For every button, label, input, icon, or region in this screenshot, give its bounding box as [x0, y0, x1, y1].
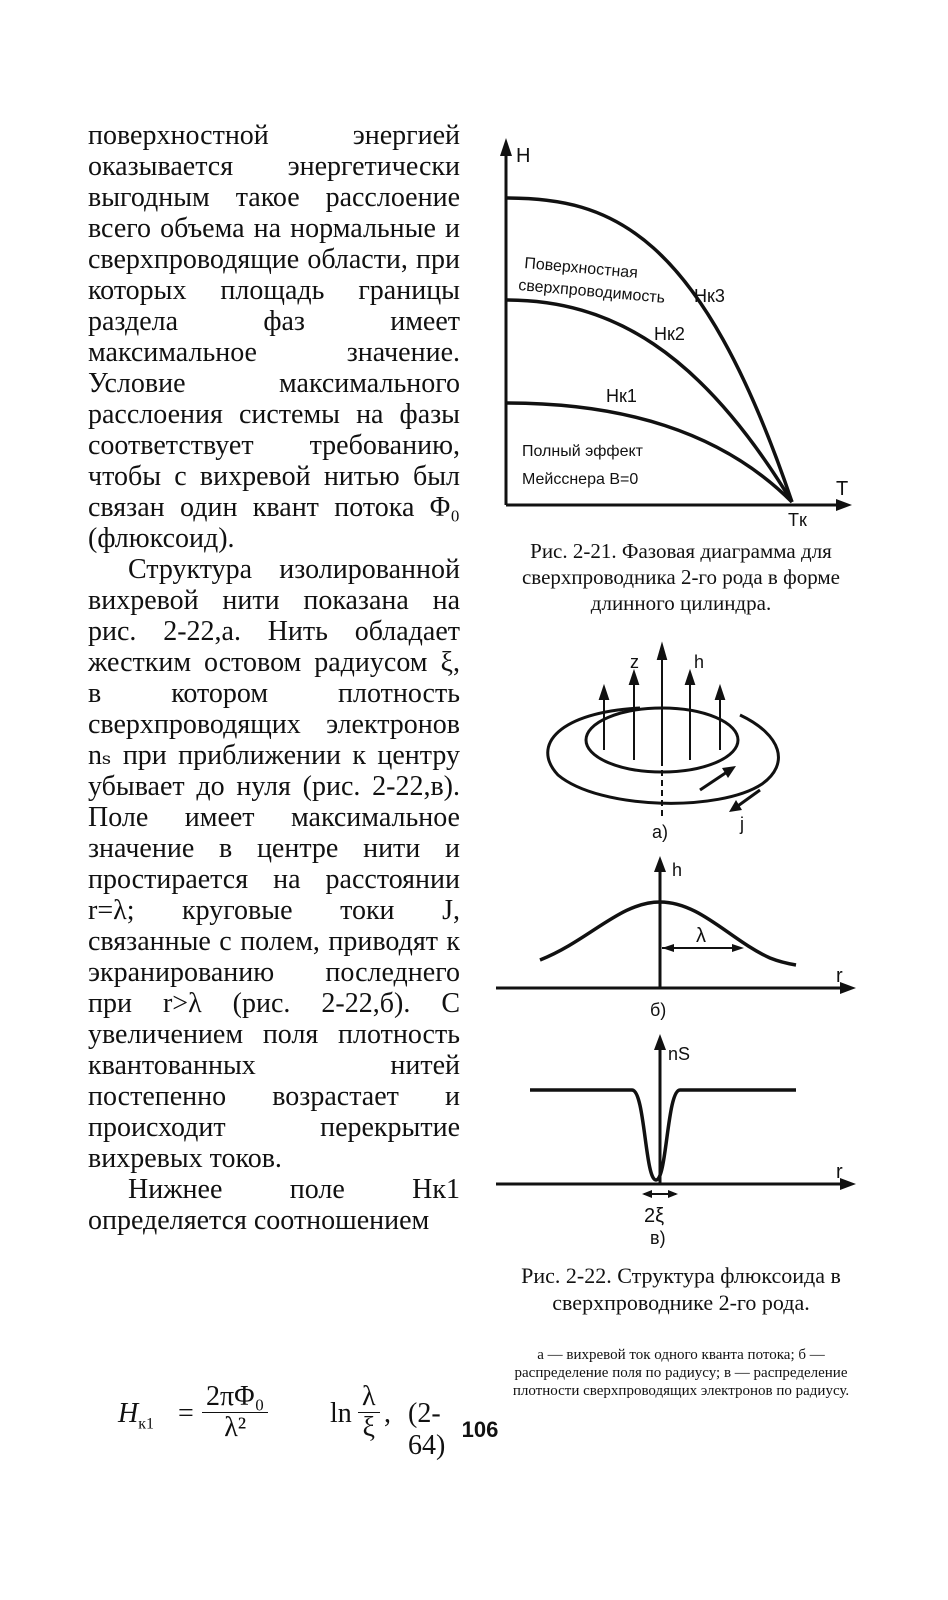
figure-2-22-a	[548, 645, 779, 842]
paragraph-2: Структура изолированной вихревой нити показана на рис. 2-22,а. Нить обладает жестким остовом радиусом ξ, в котором плотность сверхпроводящих электронов nₛ при приближении к центру убывает до нуля (рис. 2-22,в). Поле имеет максимальное значение в центре нити и простирается на расстоянии r=λ; круговые токи J, связанные с полем, приводят к экранированию последнего при r>λ (рис. 2-22,б). С увеличением поля плотность квантованных нитей постепенно возрастает и происходит перекрытие вихревых токов.	[88, 554, 460, 1174]
label-ns: nS	[668, 1044, 691, 1064]
label-r-b: r	[836, 965, 843, 987]
caption-b: б)	[650, 1000, 667, 1020]
circulating-current	[548, 708, 779, 803]
current-arrowhead-inner	[722, 766, 736, 778]
figure-2-22-legend: а — вихревой ток одного кванта потока; б — распределение поля по радиусу; в — распределение плотности сверхпроводящих электронов по радиусу.	[512, 1347, 850, 1399]
region-label-surface-2: сверхпроводимость	[517, 277, 666, 307]
label-r-c: r	[836, 1161, 843, 1183]
label-h-b: h	[672, 860, 683, 880]
tk-label: Tк	[788, 510, 807, 530]
ns-axis-c-arrow	[654, 1034, 666, 1050]
formula-lhs-subscript: к1	[138, 1415, 155, 1433]
formula-lhs: $H_{к1}$	[118, 1398, 155, 1433]
field-curve	[540, 902, 796, 965]
formula-ln: ln	[330, 1398, 352, 1429]
density-curve	[530, 1090, 796, 1180]
figure-2-22-c	[496, 1034, 856, 1248]
page-number: 106	[461, 1417, 499, 1442]
label-h-a: h	[694, 652, 705, 672]
h-axis-b-arrow	[654, 856, 666, 872]
caption-a: а)	[652, 822, 669, 842]
region-label-meissner-2: Мейсснера B=0	[522, 471, 639, 488]
paragraph-1: поверхностной энергией оказывается энергетически выгодным такое расслоение всего объема на нормальные и сверхпроводящие области, при которых площадь границы раздела фаз имеет максимальное значение. Условие максимального расслоения системы на фазы соответствует требованию, чтобы с вихревой нитью был связан один квант потока Φ₀ (флюксоид).	[88, 120, 460, 554]
lambda-arrowhead-right	[732, 944, 744, 952]
label-2xi: 2ξ	[644, 1205, 665, 1227]
label-lambda: λ	[696, 925, 706, 947]
paragraph-3: Нижнее поле Hк1 определяется соотношением	[88, 1174, 460, 1236]
formula-log-numerator: λ	[358, 1382, 380, 1413]
figure-2-21-caption: Рис. 2-21. Фазовая диаграмма для сверхпроводника 2-го рода в форме длинного цилиндра.	[521, 539, 840, 615]
figure-2-22-b	[496, 856, 856, 1020]
h-axis-label: H	[516, 145, 531, 167]
formula-equals: =	[178, 1398, 194, 1429]
hk2-label: Hк2	[654, 324, 685, 344]
lambda-arrowhead-left	[662, 944, 674, 952]
t-axis-label: T	[836, 478, 849, 500]
hk1-label: Hк1	[606, 386, 637, 406]
caption-c: в)	[650, 1228, 666, 1248]
hk3-label: Hк3	[694, 286, 725, 306]
region-label-meissner-1: Полный эффект	[522, 443, 643, 460]
formula-number: (2-64)	[408, 1398, 446, 1461]
label-j: j	[740, 814, 744, 834]
h-axis-arrow	[500, 138, 512, 156]
formula-numerator: 2πΦ₀	[202, 1382, 268, 1413]
t-axis-arrow	[836, 499, 852, 511]
xi-arrowhead-right	[668, 1190, 678, 1198]
formula-denominator: λ²	[224, 1412, 247, 1443]
formula-comma: ,	[384, 1398, 391, 1429]
formula-log-denominator: ξ	[362, 1412, 376, 1443]
field-arrows	[600, 645, 724, 765]
label-z: z	[630, 652, 639, 672]
xi-arrowhead-left	[642, 1190, 652, 1198]
figure-2-22-caption: Рис. 2-22. Структура флюксоида в сверхпроводнике 2-го рода.	[521, 1263, 841, 1315]
region-label-surface-1: Поверхностная	[523, 255, 639, 282]
